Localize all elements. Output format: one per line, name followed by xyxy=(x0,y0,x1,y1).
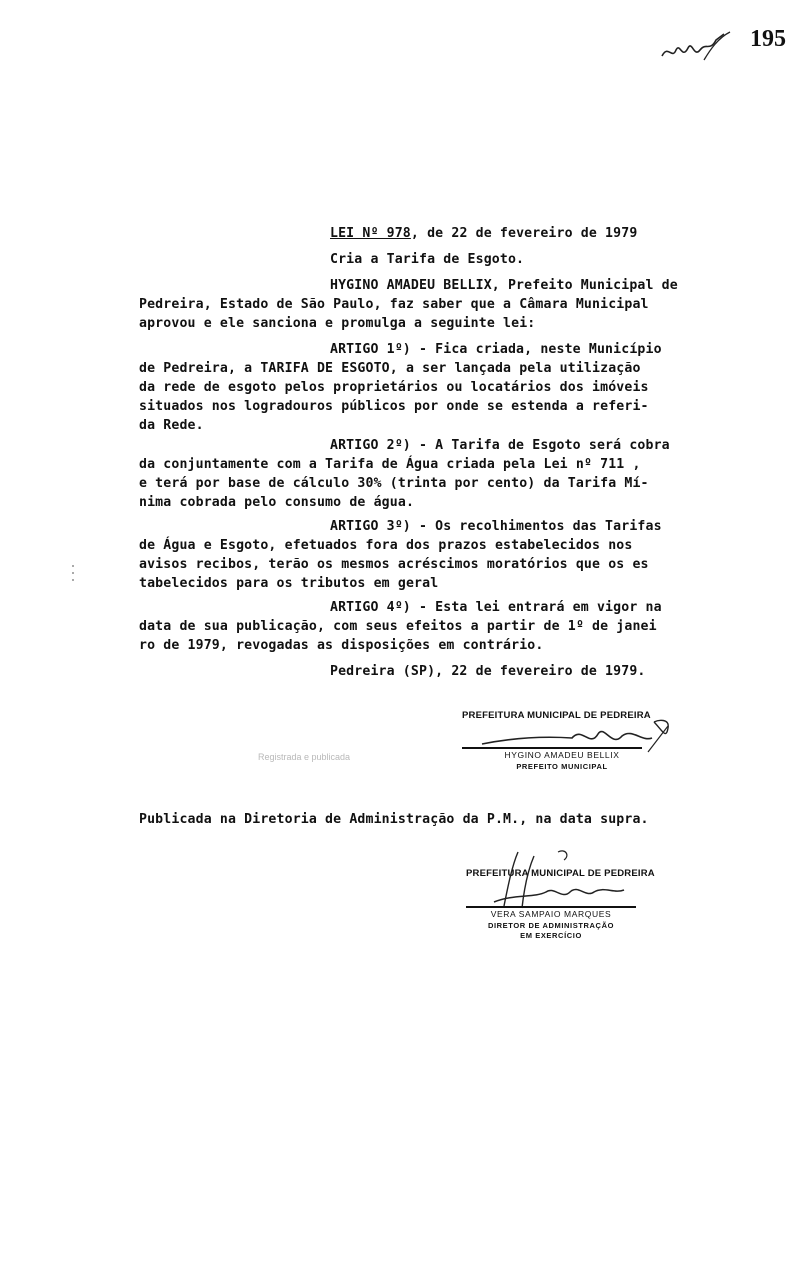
article-4-line: ARTIGO 4º) - Esta lei entrará em vigor na xyxy=(330,600,662,615)
law-title xyxy=(330,224,637,243)
article-3-line: ARTIGO 3º) - Os recolhimentos das Tarifas xyxy=(330,519,662,534)
folio-number: 195 xyxy=(750,26,786,52)
preamble-line: Pedreira, Estado de São Paulo, faz saber que a Câmara Municipal xyxy=(139,297,649,312)
mayor-signature-icon xyxy=(472,718,672,754)
place-date: Pedreira (SP), 22 de fevereiro de 1979. xyxy=(330,664,646,679)
article-3-line: tabelecidos para os tributos em geral xyxy=(139,576,439,591)
margin-dots xyxy=(72,565,76,589)
article-1-line: situados nos logradouros públicos por onde se estenda a referi- xyxy=(139,399,649,414)
article-3-line: de Água e Esgoto, efetuados fora dos prazos estabelecidos nos xyxy=(139,538,633,553)
preamble-line: HYGINO AMADEU BELLIX, Prefeito Municipal de xyxy=(330,278,678,293)
article-1-line: ARTIGO 1º) - Fica criada, neste Município xyxy=(330,342,662,357)
article-4-line: ro de 1979, revogadas as disposições em contrário. xyxy=(139,638,544,653)
stamp-name: HYGINO AMADEU BELLIX xyxy=(504,750,620,760)
director-signature-stamp xyxy=(466,868,655,948)
article-1-line: da rede de esgoto pelos proprietários ou locatários dos imóveis xyxy=(139,380,649,395)
article-3-line: avisos recibos, terão os mesmos acréscimos moratórios que os es xyxy=(139,557,649,572)
law-date: , de 22 de fevereiro de 1979 xyxy=(410,226,638,241)
signature-line xyxy=(462,747,642,749)
article-1-line: da Rede. xyxy=(139,418,204,433)
article-4-line: data de sua publicação, com seus efeitos a partir de 1º de janei xyxy=(139,619,657,634)
signature-line xyxy=(466,906,636,908)
article-2-line: da conjuntamente com a Tarifa de Água criada pela Lei nº 711 , xyxy=(139,457,641,472)
stamp-role: PREFEITO MUNICIPAL xyxy=(516,762,608,771)
stamp-header: PREFEITURA MUNICIPAL DE PEDREIRA xyxy=(462,710,651,721)
article-1-line: de Pedreira, a TARIFA DE ESGOTO, a ser lançada pela utilização xyxy=(139,361,641,376)
stamp-name: VERA SAMPAIO MARQUES xyxy=(490,909,612,919)
article-2-line: e terá por base de cálculo 30% (trinta por cento) da Tarifa Mí- xyxy=(139,476,649,491)
law-summary: Cria a Tarifa de Esgoto. xyxy=(330,252,525,267)
article-2-line: nima cobrada pelo consumo de água. xyxy=(139,495,415,510)
article-2-line: ARTIGO 2º) - A Tarifa de Esgoto será cobra xyxy=(330,438,670,453)
publication-note: Publicada na Diretoria de Administração da P.M., na data supra. xyxy=(139,812,649,827)
director-signature-icon xyxy=(474,846,644,912)
stamp-role-qualifier: EM EXERCÍCIO xyxy=(520,931,582,940)
faint-note: Registrada e publicada xyxy=(258,752,351,762)
handwritten-initials-icon xyxy=(660,30,740,70)
preamble-line: aprovou e ele sanciona e promulga a seguinte lei: xyxy=(139,316,536,331)
law-number: LEI Nº 978 xyxy=(330,226,411,241)
stamp-role: DIRETOR DE ADMINISTRAÇÃO xyxy=(487,921,615,930)
mayor-signature-stamp xyxy=(462,710,672,776)
stamp-header: PREFEITURA MUNICIPAL DE PEDREIRA xyxy=(466,868,655,879)
